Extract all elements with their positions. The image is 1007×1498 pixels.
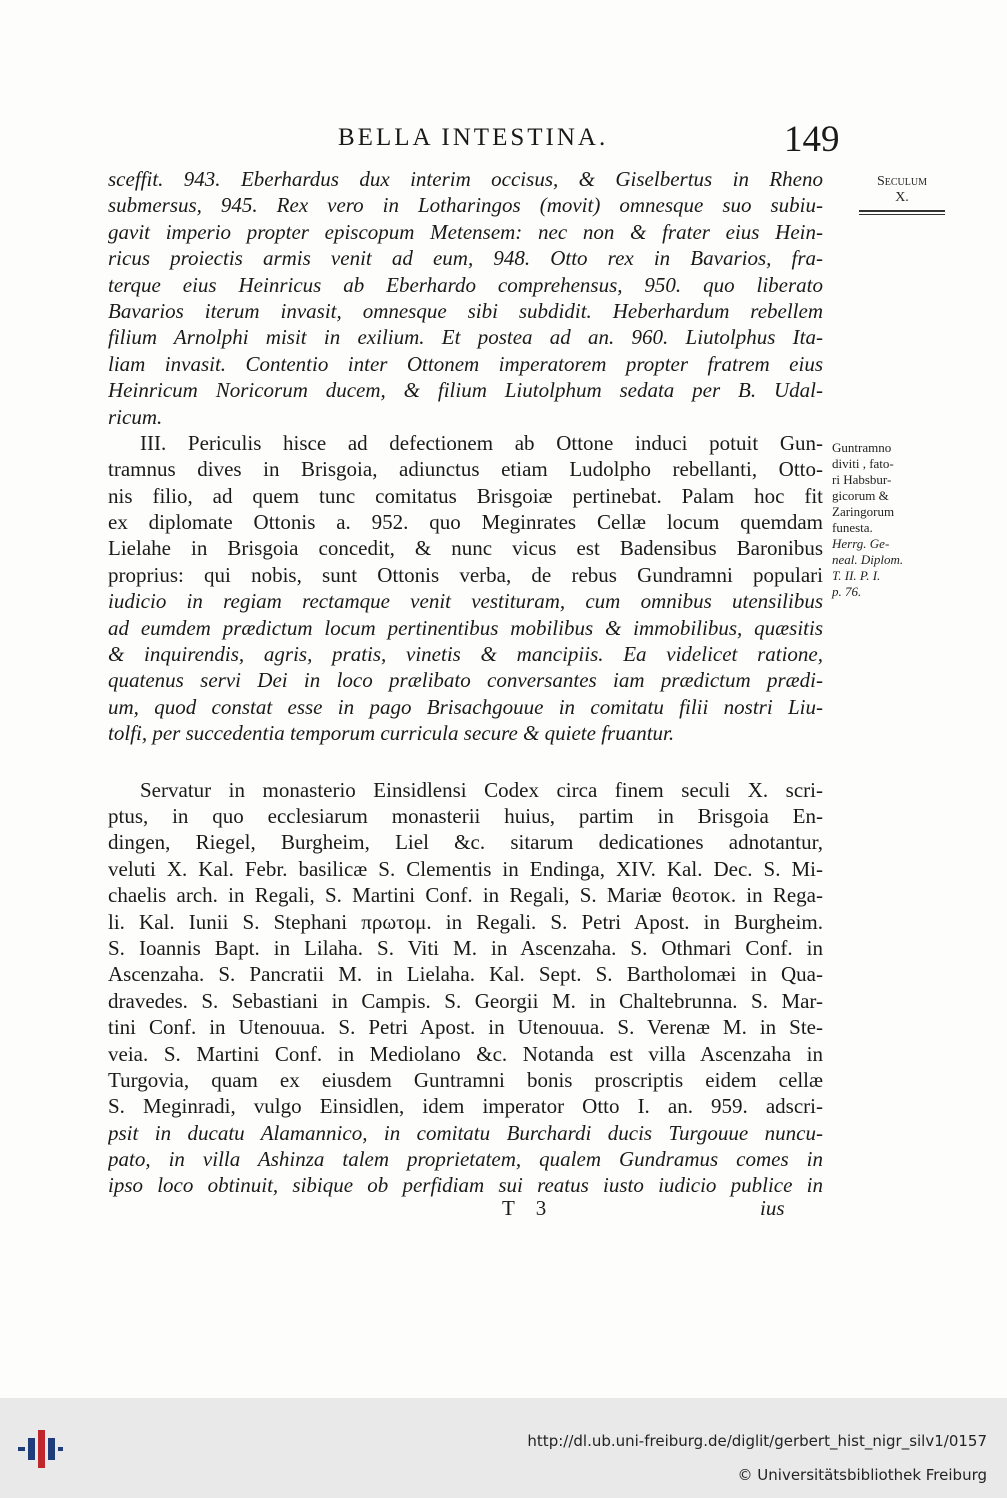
copyright-notice: © Universitätsbibliothek Freiburg	[737, 1466, 987, 1484]
seculum-rule	[859, 210, 945, 215]
permalink-url[interactable]: http://dl.ub.uni-freiburg.de/diglit/gerbert_hist_nigr_silv1/0157	[527, 1432, 987, 1450]
text-line: Ascenzaha. S. Pancratii M. in Lielaha. Kal. Sept. S. Bartholomæi in Qua-	[108, 962, 823, 987]
text-line: filium Arnolphi misit in exilium. Et postea ad an. 960. Liutolphus Ita-	[108, 325, 823, 350]
page-header	[0, 118, 1007, 168]
text-line: gavit imperio propter episcopum Metensem: nec non & frater eius Hein-	[108, 219, 823, 244]
text-line: ad eumdem prædictum locum pertinentibus mobilibus & immobilibus, quæsitis	[108, 615, 823, 640]
margin-line: neal. Diplom.	[832, 552, 904, 567]
text-line: li. Kal. Iunii S. Stephani πρωτομ. in Regali. S. Petri Apost. in Burgheim.	[108, 909, 823, 934]
text-line: proprius: qui nobis, sunt Ottonis verba, de rebus Gundramni populari	[108, 562, 823, 587]
margin-note-guntramno	[832, 440, 932, 600]
text-line: pato, in villa Ashinza talem proprietatem, qualem Gundramus comes in	[108, 1147, 823, 1172]
seculum-number: X.	[895, 190, 909, 205]
signature-mark: T 3	[502, 1196, 555, 1220]
margin-line: Zaringorum	[832, 504, 895, 519]
paragraph-gap	[108, 747, 823, 777]
text-line: dingen, Riegel, Burgheim, Liel &c. sitarum dedicationes adnotantur,	[108, 830, 823, 855]
ub-freiburg-logo-icon[interactable]	[14, 1424, 64, 1474]
margin-line: Herrg. Ge-	[832, 536, 890, 551]
signature-line	[0, 1196, 1007, 1226]
text-line: Bavarios iterum invasit, omnesque sibi subdidit. Heberhardum rebellem	[108, 298, 823, 323]
text-line: tramnus dives in Brisgoia, adiunctus etiam Ludolpho rebellanti, Otto-	[108, 457, 823, 482]
text-line: iudicio in regiam rectamque venit vestituram, cum omnibus utensilibus	[108, 589, 823, 614]
page-number: 149	[784, 119, 840, 160]
text-line: veia. S. Martini Conf. in Mediolano &c. Notanda est villa Ascenzaha in	[108, 1041, 823, 1066]
text-line: Lielahe in Brisgoia concedit, & nunc vicus est Badensibus Baronibus	[108, 536, 823, 561]
text-line: chaelis arch. in Regali, S. Martini Conf. in Regali, S. Mariæ θεοτοκ. in Rega-	[108, 883, 823, 908]
text-line: Heinricum Noricorum ducem, & filium Liutolphum sedata per B. Udal-	[108, 378, 823, 403]
margin-line: Guntramno	[832, 440, 892, 455]
margin-line: gicorum &	[832, 488, 889, 503]
paragraph-3	[108, 777, 823, 1199]
text-line: tini Conf. in Utenouua. S. Petri Apost. in Utenouua. S. Verenæ M. in Ste-	[108, 1015, 823, 1040]
text-line: terque eius Heinricus ab Eberhardo comprehensus, 950. quo liberato	[108, 272, 823, 297]
viewer-footer	[0, 1398, 1007, 1498]
text-line: ptus, in quo ecclesiarum monasterii huius, partim in Brisgoia En-	[108, 803, 823, 828]
text-line: Servatur in monasterio Einsidlensi Codex circa finem seculi X. scri-	[140, 777, 823, 802]
text-line: ex diplomate Ottonis a. 952. quo Meginrates Cellæ locum quemdam	[108, 510, 823, 535]
seculum-label: Seculum	[876, 174, 927, 189]
text-line: nis filio, ad quem tunc comitatus Brisgoiæ pertinebat. Palam hoc fit	[108, 483, 823, 508]
margin-line: p. 76.	[832, 584, 862, 599]
text-line: dravedes. S. Sebastiani in Campis. S. Georgii M. in Chaltebrunna. S. Mar-	[108, 988, 823, 1013]
text-line: veluti X. Kal. Febr. basilicæ S. Clementis in Endinga, XIV. Kal. Dec. S. Mi-	[108, 856, 823, 881]
text-line: & inquirendis, agris, pratis, vinetis & mancipiis. Ea videlicet ratione,	[108, 642, 823, 667]
text-line: S. Meginradi, vulgo Einsidlen, idem imperator Otto I. an. 959. adscri-	[108, 1094, 823, 1119]
text-line: Turgovia, quam ex eiusdem Guntramni bonis proscriptis eidem cellæ	[108, 1067, 823, 1092]
margin-line: ri Habsbur-	[832, 472, 892, 487]
margin-line: T. II. P. I.	[832, 568, 881, 583]
margin-line: diviti , fato-	[832, 456, 894, 471]
paragraph-1	[108, 166, 823, 430]
text-line: tolfi, per succedentia temporum curricula secure & quiete fruantur.	[108, 721, 675, 746]
margin-line: funesta.	[832, 520, 873, 535]
running-title: BELLA INTESTINA.	[338, 124, 609, 151]
text-line: submersus, 945. Rex vero in Lotharingos (movit) omnesque suo subiu-	[108, 193, 823, 218]
text-line: III. Periculis hisce ad defectionem ab Ottone induci potuit Gun-	[140, 430, 823, 455]
text-line: liam invasit. Contentio inter Ottonem imperatorem propter fratrem eius	[108, 351, 823, 376]
margin-note-seculum	[846, 174, 958, 215]
catchword: ius	[760, 1196, 785, 1220]
paragraph-2	[108, 430, 823, 747]
text-line: ipso loco obtinuit, sibique ob perfidiam sui reatus iusto iudicio publice in	[108, 1173, 823, 1198]
text-line: um, quod constat esse in pago Brisachgouue in comitatu filii nostri Liu-	[108, 694, 823, 719]
text-line: ricum.	[108, 404, 163, 429]
text-line: sceffit. 943. Eberhardus dux interim occisus, & Giselbertus in Rheno	[108, 167, 823, 191]
text-line: S. Ioannis Bapt. in Lilaha. S. Viti M. in Ascenzaha. S. Othmari Conf. in	[108, 935, 823, 960]
text-line: ricus proiectis armis venit ad eum, 948. Otto rex in Bavarios, fra-	[108, 246, 823, 271]
main-text	[108, 166, 823, 1199]
text-line: psit in ducatu Alamannico, in comitatu Burchardi ducis Turgouue nuncu-	[108, 1120, 823, 1145]
text-line: quatenus servi Dei in loco prælibato conversantes iam prædictum prædi-	[108, 668, 823, 693]
